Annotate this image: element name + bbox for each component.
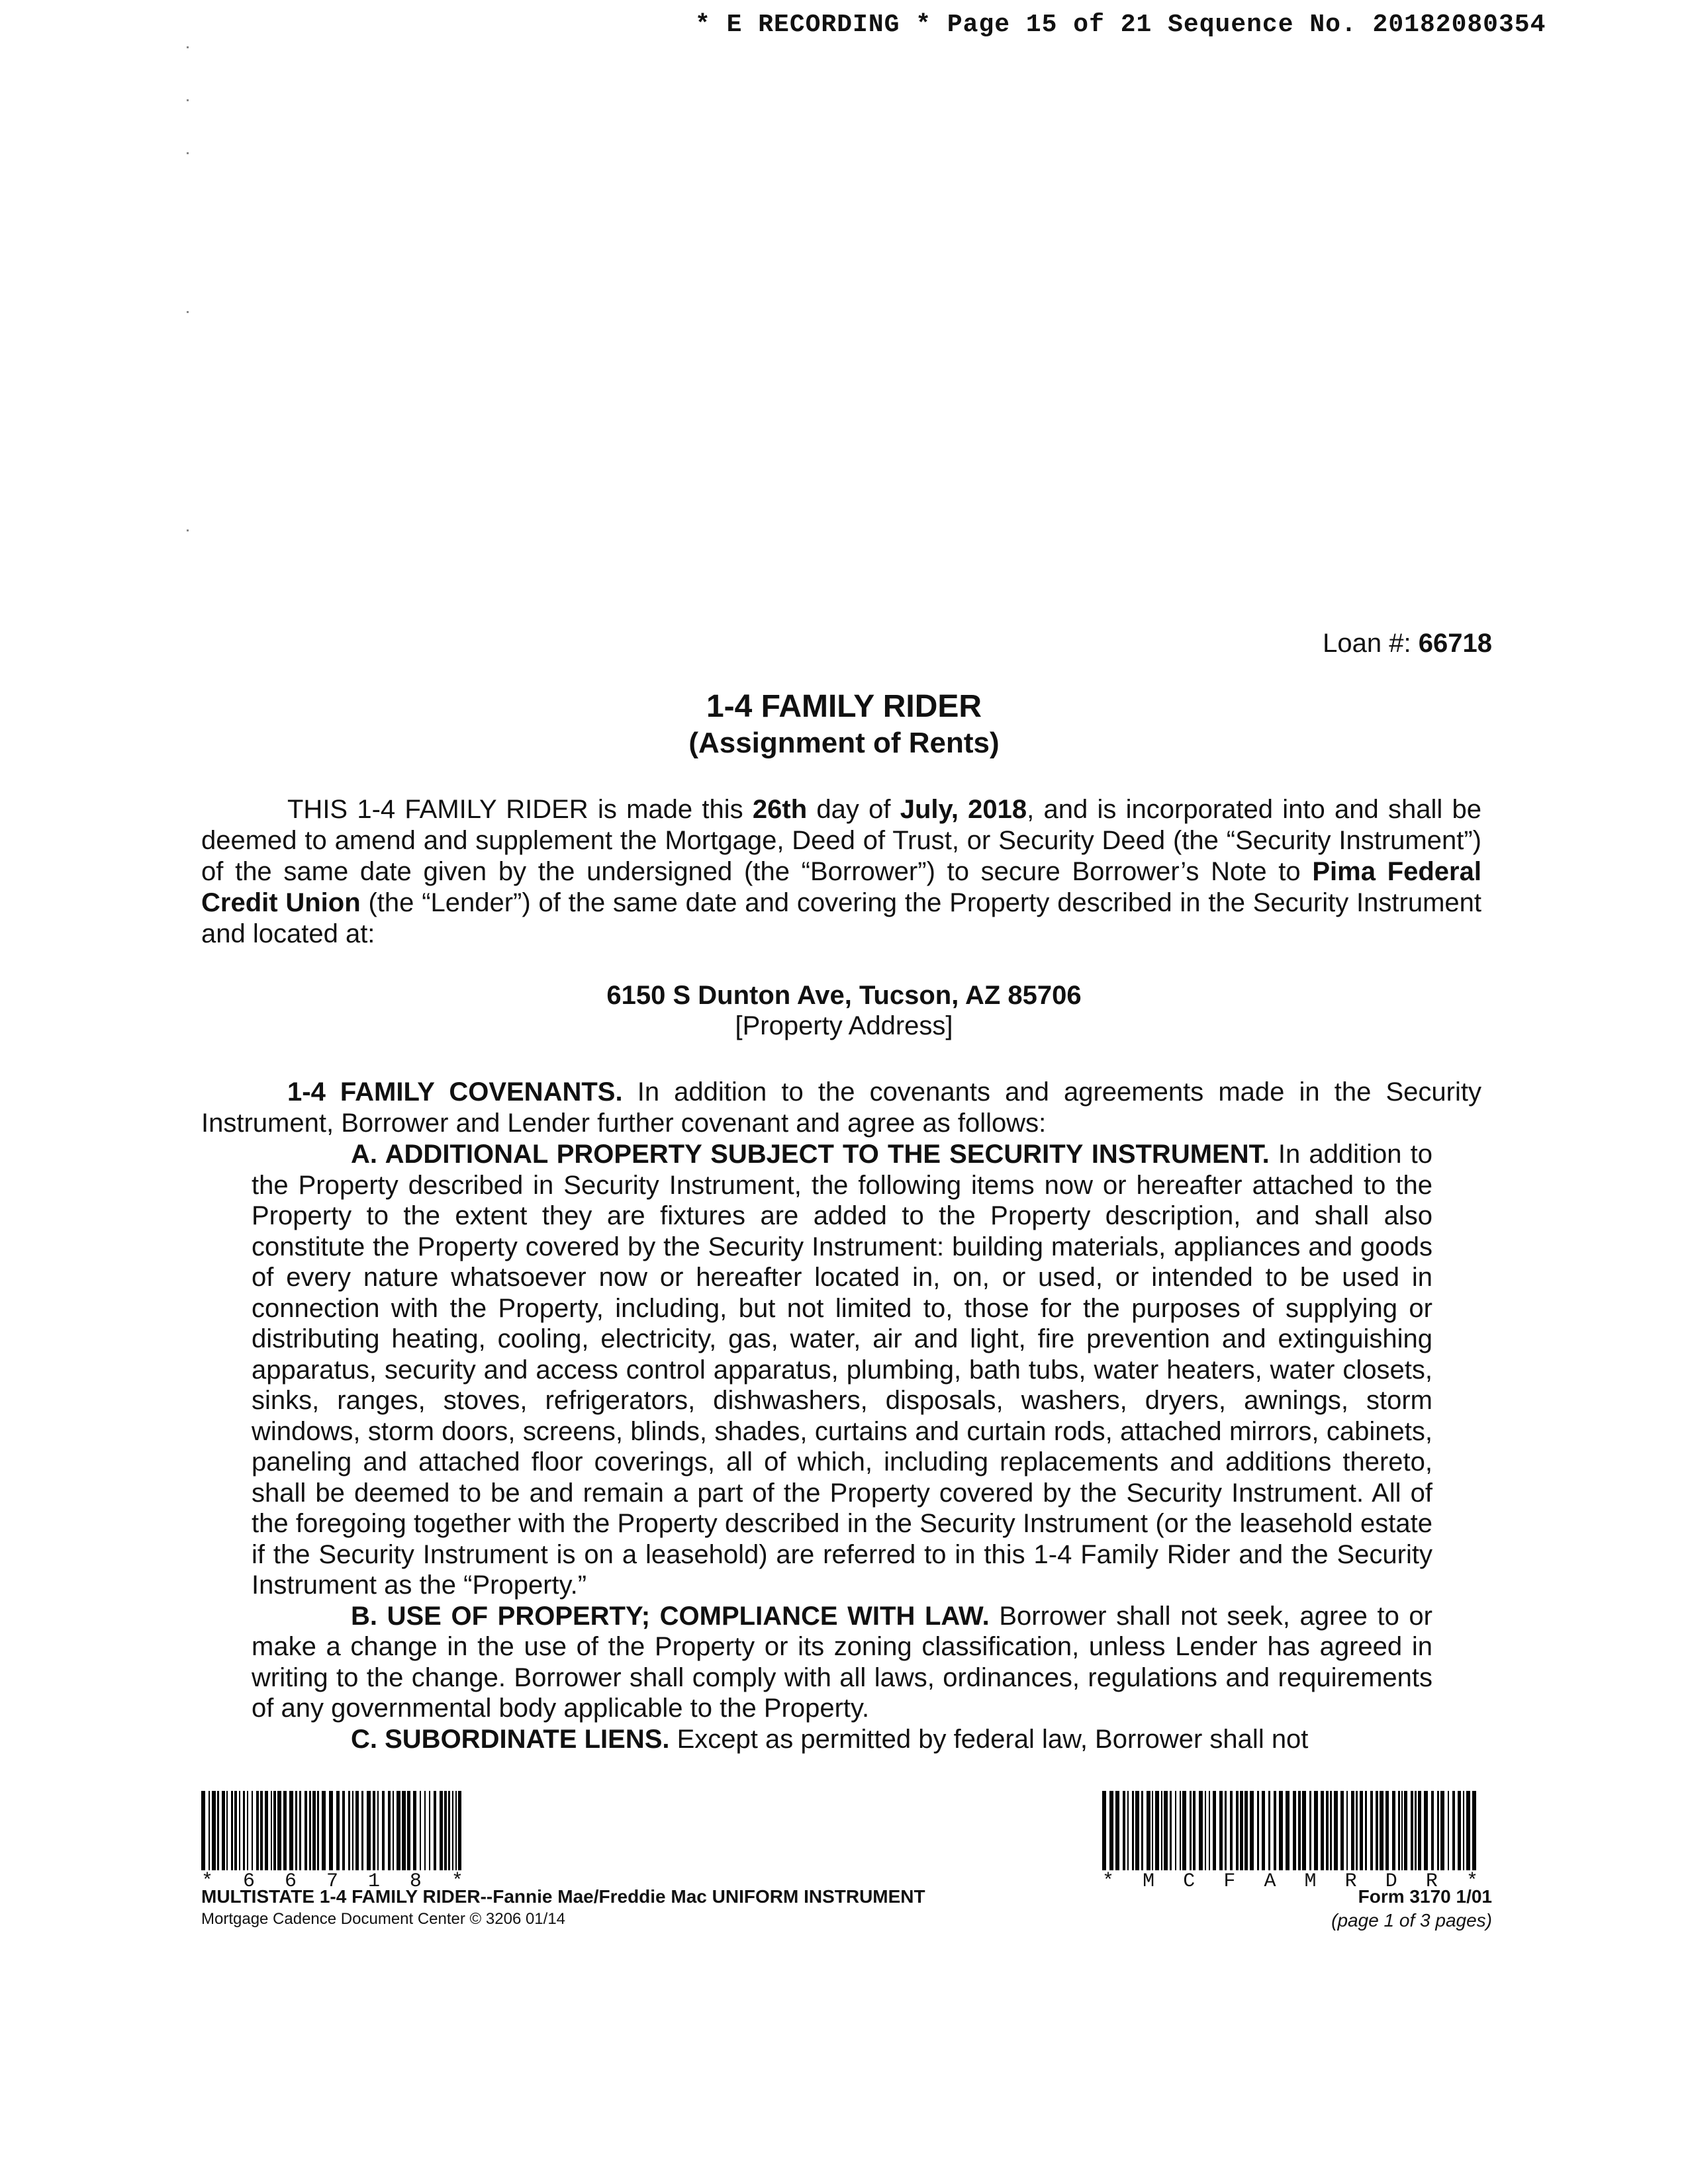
barcode-bar <box>1155 1791 1159 1870</box>
barcode-bar <box>1360 1791 1363 1870</box>
barcode-bar <box>1262 1791 1265 1870</box>
barcode-bar <box>1161 1791 1162 1870</box>
barcode-char: 6 <box>284 1870 297 1893</box>
intro-text: , and is incorporated into and shall be deemed to amend and supplement the Mortgage, Deed of Trust, or Security Deed (the “Security Instrument”) of the same date given by the undersigned (the “Borrower”) to secure Borrower’s Note to <box>201 795 1482 886</box>
barcode-bar <box>322 1791 326 1870</box>
barcode-bar <box>234 1791 237 1870</box>
barcode-char: M <box>1143 1870 1155 1893</box>
rider-month-year: July, 2018 <box>900 795 1027 824</box>
intro-text: day of <box>807 795 900 824</box>
barcode-bar <box>1132 1791 1134 1870</box>
barcode-char: * <box>201 1870 214 1893</box>
barcode-bar <box>201 1791 205 1870</box>
barcode-loan <box>201 1791 463 1870</box>
loan-number-line <box>1323 629 1492 659</box>
barcode-bar <box>458 1791 461 1870</box>
barcode-bar <box>393 1791 394 1870</box>
barcode-bar <box>265 1791 268 1870</box>
barcode-bar <box>273 1791 276 1870</box>
barcode-bar <box>239 1791 240 1870</box>
barcode-char: R <box>1425 1870 1438 1893</box>
barcode-bar <box>1257 1791 1259 1870</box>
barcode-bar <box>271 1791 272 1870</box>
intro-paragraph <box>201 794 1481 950</box>
barcode-bar <box>455 1791 457 1870</box>
barcode-bar <box>222 1791 225 1870</box>
clause-text: Except as permitted by federal law, Borrower shall not <box>669 1724 1309 1754</box>
property-address-label: [Property Address] <box>735 1011 953 1040</box>
barcode-bar <box>1279 1791 1283 1870</box>
barcode-bar <box>295 1791 297 1870</box>
clause-heading: C. SUBORDINATE LIENS. <box>351 1724 670 1754</box>
barcode-bar <box>1268 1791 1270 1870</box>
barcode-bar <box>1392 1791 1395 1870</box>
barcode-bar <box>212 1791 216 1870</box>
covenants-text: In addition to the covenants and agreements made in the Security Instrument, Borrower and Lender further covenant and agree as follows: <box>201 1077 1481 1138</box>
barcode-bar <box>382 1791 385 1870</box>
barcode-bar <box>1440 1791 1444 1870</box>
barcode-bar <box>1250 1791 1254 1870</box>
barcode-bar <box>1102 1791 1106 1870</box>
barcode-bar <box>1314 1791 1318 1870</box>
barcode-bar <box>1209 1791 1210 1870</box>
barcode-bar <box>1190 1791 1192 1870</box>
barcode-bar <box>1452 1791 1455 1870</box>
barcode-char: 8 <box>409 1870 422 1893</box>
barcode-bar <box>1346 1791 1348 1870</box>
barcode-bar <box>452 1791 453 1870</box>
footer-form-number: Form 3170 1/01 <box>1358 1886 1492 1907</box>
rider-day: 26th <box>752 795 808 824</box>
barcode-bar <box>252 1791 253 1870</box>
footer-doc-center: Mortgage Cadence Document Center © 3206 01/14 <box>201 1910 566 1928</box>
barcode-bar <box>1380 1791 1383 1870</box>
document-title: 1-4 FAMILY RIDER <box>706 689 982 724</box>
barcode-bar <box>1127 1791 1129 1870</box>
barcode-bar <box>1321 1791 1324 1870</box>
lender-name: Pima Federal Credit Union <box>201 857 1481 917</box>
barcode-bar <box>1398 1791 1400 1870</box>
barcode-bar <box>1205 1791 1206 1870</box>
barcode-bar <box>1309 1791 1311 1870</box>
barcode-bar <box>1141 1791 1143 1870</box>
intro-text: (the “Lender”) of the same date and covering the Property described in the Security Instrument and located at: <box>201 888 1482 948</box>
document-subtitle: (Assignment of Rents) <box>688 727 1000 759</box>
barcode-bar <box>1448 1791 1449 1870</box>
barcode-bar <box>209 1791 210 1870</box>
barcode-bar <box>1404 1791 1407 1870</box>
covenants-heading: 1-4 FAMILY COVENANTS. <box>287 1077 623 1107</box>
barcode-bar <box>1466 1791 1470 1870</box>
scan-mark <box>187 152 189 154</box>
clause-heading: A. ADDITIONAL PROPERTY SUBJECT TO THE SECURITY INSTRUMENT. <box>351 1140 1270 1169</box>
loan-label: Loan #: <box>1323 629 1411 658</box>
barcode-bar <box>1340 1791 1344 1870</box>
barcode-bar <box>1302 1791 1306 1870</box>
barcode-bar <box>397 1791 400 1870</box>
barcode-bar <box>1244 1791 1248 1870</box>
barcode-bar <box>1286 1791 1289 1870</box>
barcode-char: * <box>1102 1870 1115 1893</box>
covenants-paragraph <box>201 1077 1481 1139</box>
barcode-bar <box>373 1791 375 1870</box>
barcode-bar <box>1424 1791 1428 1870</box>
barcode-bar <box>329 1791 333 1870</box>
clauses-section <box>252 1139 1432 1754</box>
barcode-bar <box>1411 1791 1413 1870</box>
barcode-bar <box>402 1791 406 1870</box>
property-address: 6150 S Dunton Ave, Tucson, AZ 85706 <box>606 981 1082 1010</box>
barcode-bar <box>277 1791 281 1870</box>
barcode-bar <box>424 1791 426 1870</box>
barcode-bar <box>388 1791 391 1870</box>
clause-text: In addition to the Property described in Security Instrument, the following items now or hereafter attached to the Property to the extent they are fixtures are added to the Property description, and shall also constitute the Property covered by the Security Instrument: building materials, appliances and goods of every nature whatsoever now or hereafter located in, on, or used, or intended to be used in connection with the Property, including, but not limited to, those for the purposes of supplying or distributing heating, cooling, electricity, gas, water, air and light, fire prevention and extinguishing apparatus, security and access control apparatus, plumbing, bath tubs, water heaters, water closets, sinks, ranges, stoves, refrigerators, dishwashers, disposals, washers, dryers, awnings, storm windows, storm doors, screens, blinds, shades, curtains and curtain rods, attached mirrors, cabinets, paneling and attached floor coverings, all of which, including replacements and additions thereto, shall be deemed to be and remain a part of the Property covered by the Security Instrument. All of the foregoing together with the Property described in the Security Instrument (or the leasehold estate if the Security Instrument is on a leasehold) are referred to in this 1-4 Family Rider and the Security Instrument as the “Property.” <box>252 1140 1432 1600</box>
barcode-bar <box>1115 1791 1119 1870</box>
barcode-bar <box>1240 1791 1243 1870</box>
barcode-bar <box>1193 1791 1196 1870</box>
barcode-bar <box>361 1791 363 1870</box>
barcode-bar <box>367 1791 371 1870</box>
barcode-bar <box>299 1791 301 1870</box>
barcode-bar <box>1164 1791 1168 1870</box>
barcode-bar <box>289 1791 293 1870</box>
barcode-bar <box>1199 1791 1203 1870</box>
barcode-bar <box>1175 1791 1176 1870</box>
barcode-bar <box>256 1791 259 1870</box>
barcode-bar <box>355 1791 359 1870</box>
barcode-bar <box>1152 1791 1153 1870</box>
clause-b <box>252 1601 1432 1724</box>
loan-number: 66718 <box>1418 629 1492 658</box>
barcode-bar <box>1236 1791 1239 1870</box>
intro-text: THIS 1-4 FAMILY RIDER is made this <box>287 795 753 824</box>
barcode-bar <box>1298 1791 1301 1870</box>
barcode-bar <box>231 1791 233 1870</box>
barcode-bar <box>1431 1791 1434 1870</box>
barcode-char: * <box>1466 1870 1478 1893</box>
barcode-bar <box>1230 1791 1233 1870</box>
barcode-bar <box>260 1791 263 1870</box>
barcode-char: * <box>451 1870 463 1893</box>
barcode-bar <box>1334 1791 1338 1870</box>
barcode-char: M <box>1304 1870 1317 1893</box>
barcode-bar <box>1356 1791 1358 1870</box>
barcode-bar <box>226 1791 228 1870</box>
barcode-bar <box>1219 1791 1223 1870</box>
barcode-bar <box>312 1791 316 1870</box>
scan-mark <box>187 99 189 101</box>
barcode-bar <box>1225 1791 1227 1870</box>
barcode-bar <box>1147 1791 1150 1870</box>
barcode-bar <box>1180 1791 1181 1870</box>
barcode-bar <box>1135 1791 1139 1870</box>
barcode-bar <box>434 1791 436 1870</box>
barcode-bar <box>444 1791 447 1870</box>
barcode-bar <box>336 1791 340 1870</box>
barcode-bar <box>352 1791 353 1870</box>
barcode-bar <box>1376 1791 1378 1870</box>
barcode-bar <box>377 1791 379 1870</box>
recording-header: * E RECORDING * Page 15 of 21 Sequence No. 20182080354 <box>695 11 1546 39</box>
scan-mark <box>187 529 189 531</box>
barcode-bar <box>283 1791 287 1870</box>
scan-mark <box>187 46 189 48</box>
barcode-char: 1 <box>367 1870 380 1893</box>
barcode-bar <box>1415 1791 1417 1870</box>
barcode-bar <box>305 1791 307 1870</box>
barcode-bar <box>1365 1791 1367 1870</box>
clause-heading: B. USE OF PROPERTY; COMPLIANCE WITH LAW. <box>351 1601 990 1631</box>
barcode-bar <box>1351 1791 1354 1870</box>
barcode-bar <box>1213 1791 1216 1870</box>
barcode-bar <box>1170 1791 1172 1870</box>
barcode-bar <box>342 1791 345 1870</box>
barcode-bar <box>1274 1791 1276 1870</box>
barcode-bar <box>243 1791 245 1870</box>
barcode-char: A <box>1264 1870 1276 1893</box>
barcode-bar <box>420 1791 421 1870</box>
barcode-bar <box>217 1791 219 1870</box>
barcode-char: R <box>1344 1870 1357 1893</box>
barcode-bar <box>1458 1791 1461 1870</box>
barcode-bar <box>413 1791 416 1870</box>
clause-a <box>252 1139 1432 1601</box>
barcode-bar <box>448 1791 450 1870</box>
barcode-bar <box>1293 1791 1296 1870</box>
barcode-bar <box>247 1791 248 1870</box>
barcode-bar <box>1370 1791 1373 1870</box>
barcode-bar <box>1330 1791 1332 1870</box>
barcode-bar <box>1326 1791 1329 1870</box>
barcode-bar <box>1182 1791 1186 1870</box>
barcode-char: D <box>1385 1870 1397 1893</box>
barcode-bar <box>440 1791 443 1870</box>
barcode-bar <box>317 1791 319 1870</box>
scan-mark <box>187 311 189 313</box>
barcode-char: F <box>1223 1870 1236 1893</box>
barcode-char: 7 <box>326 1870 338 1893</box>
barcode-bar <box>1401 1791 1403 1870</box>
barcode-bar <box>1123 1791 1125 1870</box>
barcode-form <box>1102 1791 1478 1870</box>
barcode-bar <box>1437 1791 1439 1870</box>
footer-form-title: MULTISTATE 1-4 FAMILY RIDER--Fannie Mae/Freddie Mac UNIFORM INSTRUMENT <box>201 1886 925 1907</box>
barcode-char: 6 <box>242 1870 255 1893</box>
barcode-bar <box>348 1791 350 1870</box>
barcode-bar <box>407 1791 410 1870</box>
footer-page-count: (page 1 of 3 pages) <box>1331 1910 1492 1931</box>
barcode-bar <box>1472 1791 1476 1870</box>
barcode-bar <box>309 1791 311 1870</box>
barcode-bar <box>1385 1791 1389 1870</box>
clause-text: Borrower shall not seek, agree to or make a change in the use of the Property or its zoning classification, unless Lender has agreed in writing to the change. Borrower shall comply with all laws, ordinances, regulations and requirements of any governmental body applicable to the Property. <box>252 1601 1432 1723</box>
barcode-char: C <box>1183 1870 1196 1893</box>
barcode-bar <box>1109 1791 1113 1870</box>
barcode-bar <box>1418 1791 1421 1870</box>
clause-c <box>252 1724 1432 1755</box>
barcode-bar <box>1463 1791 1464 1870</box>
barcode-bar <box>429 1791 430 1870</box>
